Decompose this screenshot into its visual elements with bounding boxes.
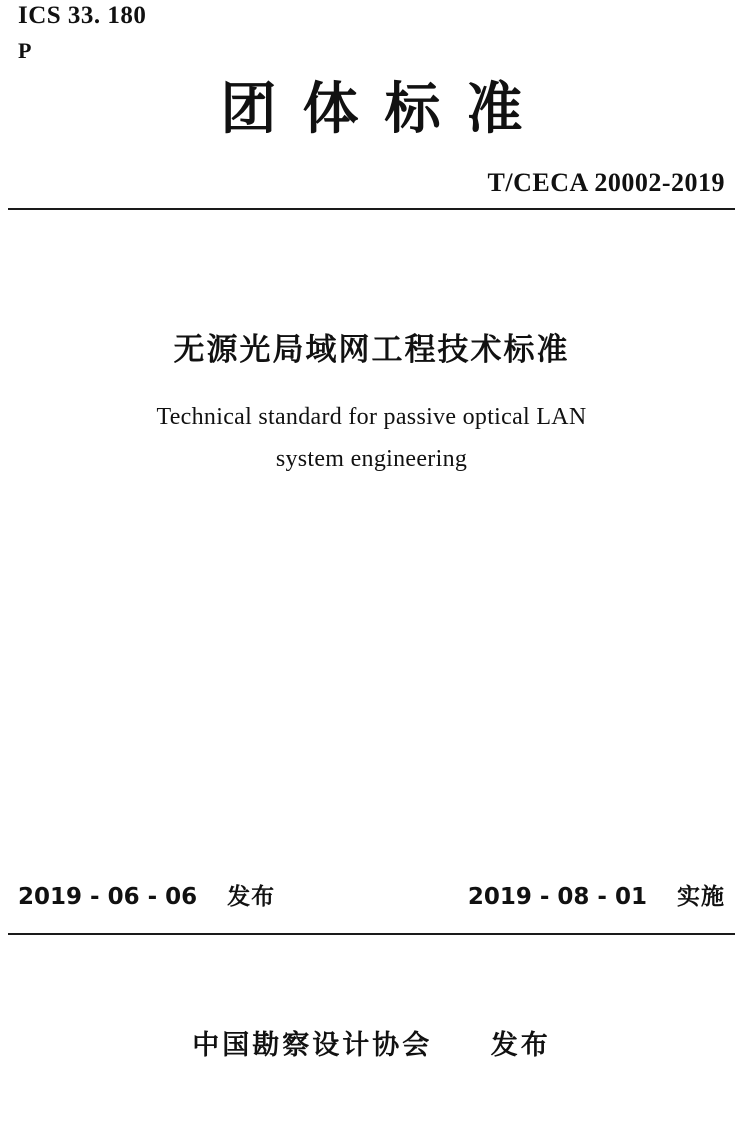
classification-code: P (18, 38, 32, 63)
standard-code: T/CECA 20002-2019 (487, 168, 725, 197)
effective-date-label: 实施 (677, 884, 725, 910)
document-title-en-line1: Technical standard for passive optical LAN (156, 404, 587, 431)
cover-header (0, 0, 743, 210)
header-divider (8, 208, 735, 210)
ics-number: ICS 33. 180 (18, 2, 147, 29)
cover-title-block (0, 330, 743, 480)
publisher-action: 发布 (490, 1030, 551, 1061)
issue-date-label: 发布 (227, 884, 276, 910)
footer-divider (8, 933, 735, 935)
document-title-en (0, 396, 743, 480)
effective-date: 2019 - 08 - 01 (467, 884, 647, 910)
document-title-cn: 无源光局域网工程技术标准 (173, 332, 570, 368)
cover-dates (0, 878, 743, 918)
issue-date-group (18, 878, 275, 911)
document-title-en-line2: system engineering (275, 446, 468, 473)
effective-date-group (468, 878, 725, 911)
publisher-name: 中国勘察设计协会 (192, 1030, 433, 1061)
publisher-block (0, 1023, 743, 1062)
standard-type-title: 团体标准 (220, 77, 549, 142)
issue-date: 2019 - 06 - 06 (18, 884, 198, 910)
